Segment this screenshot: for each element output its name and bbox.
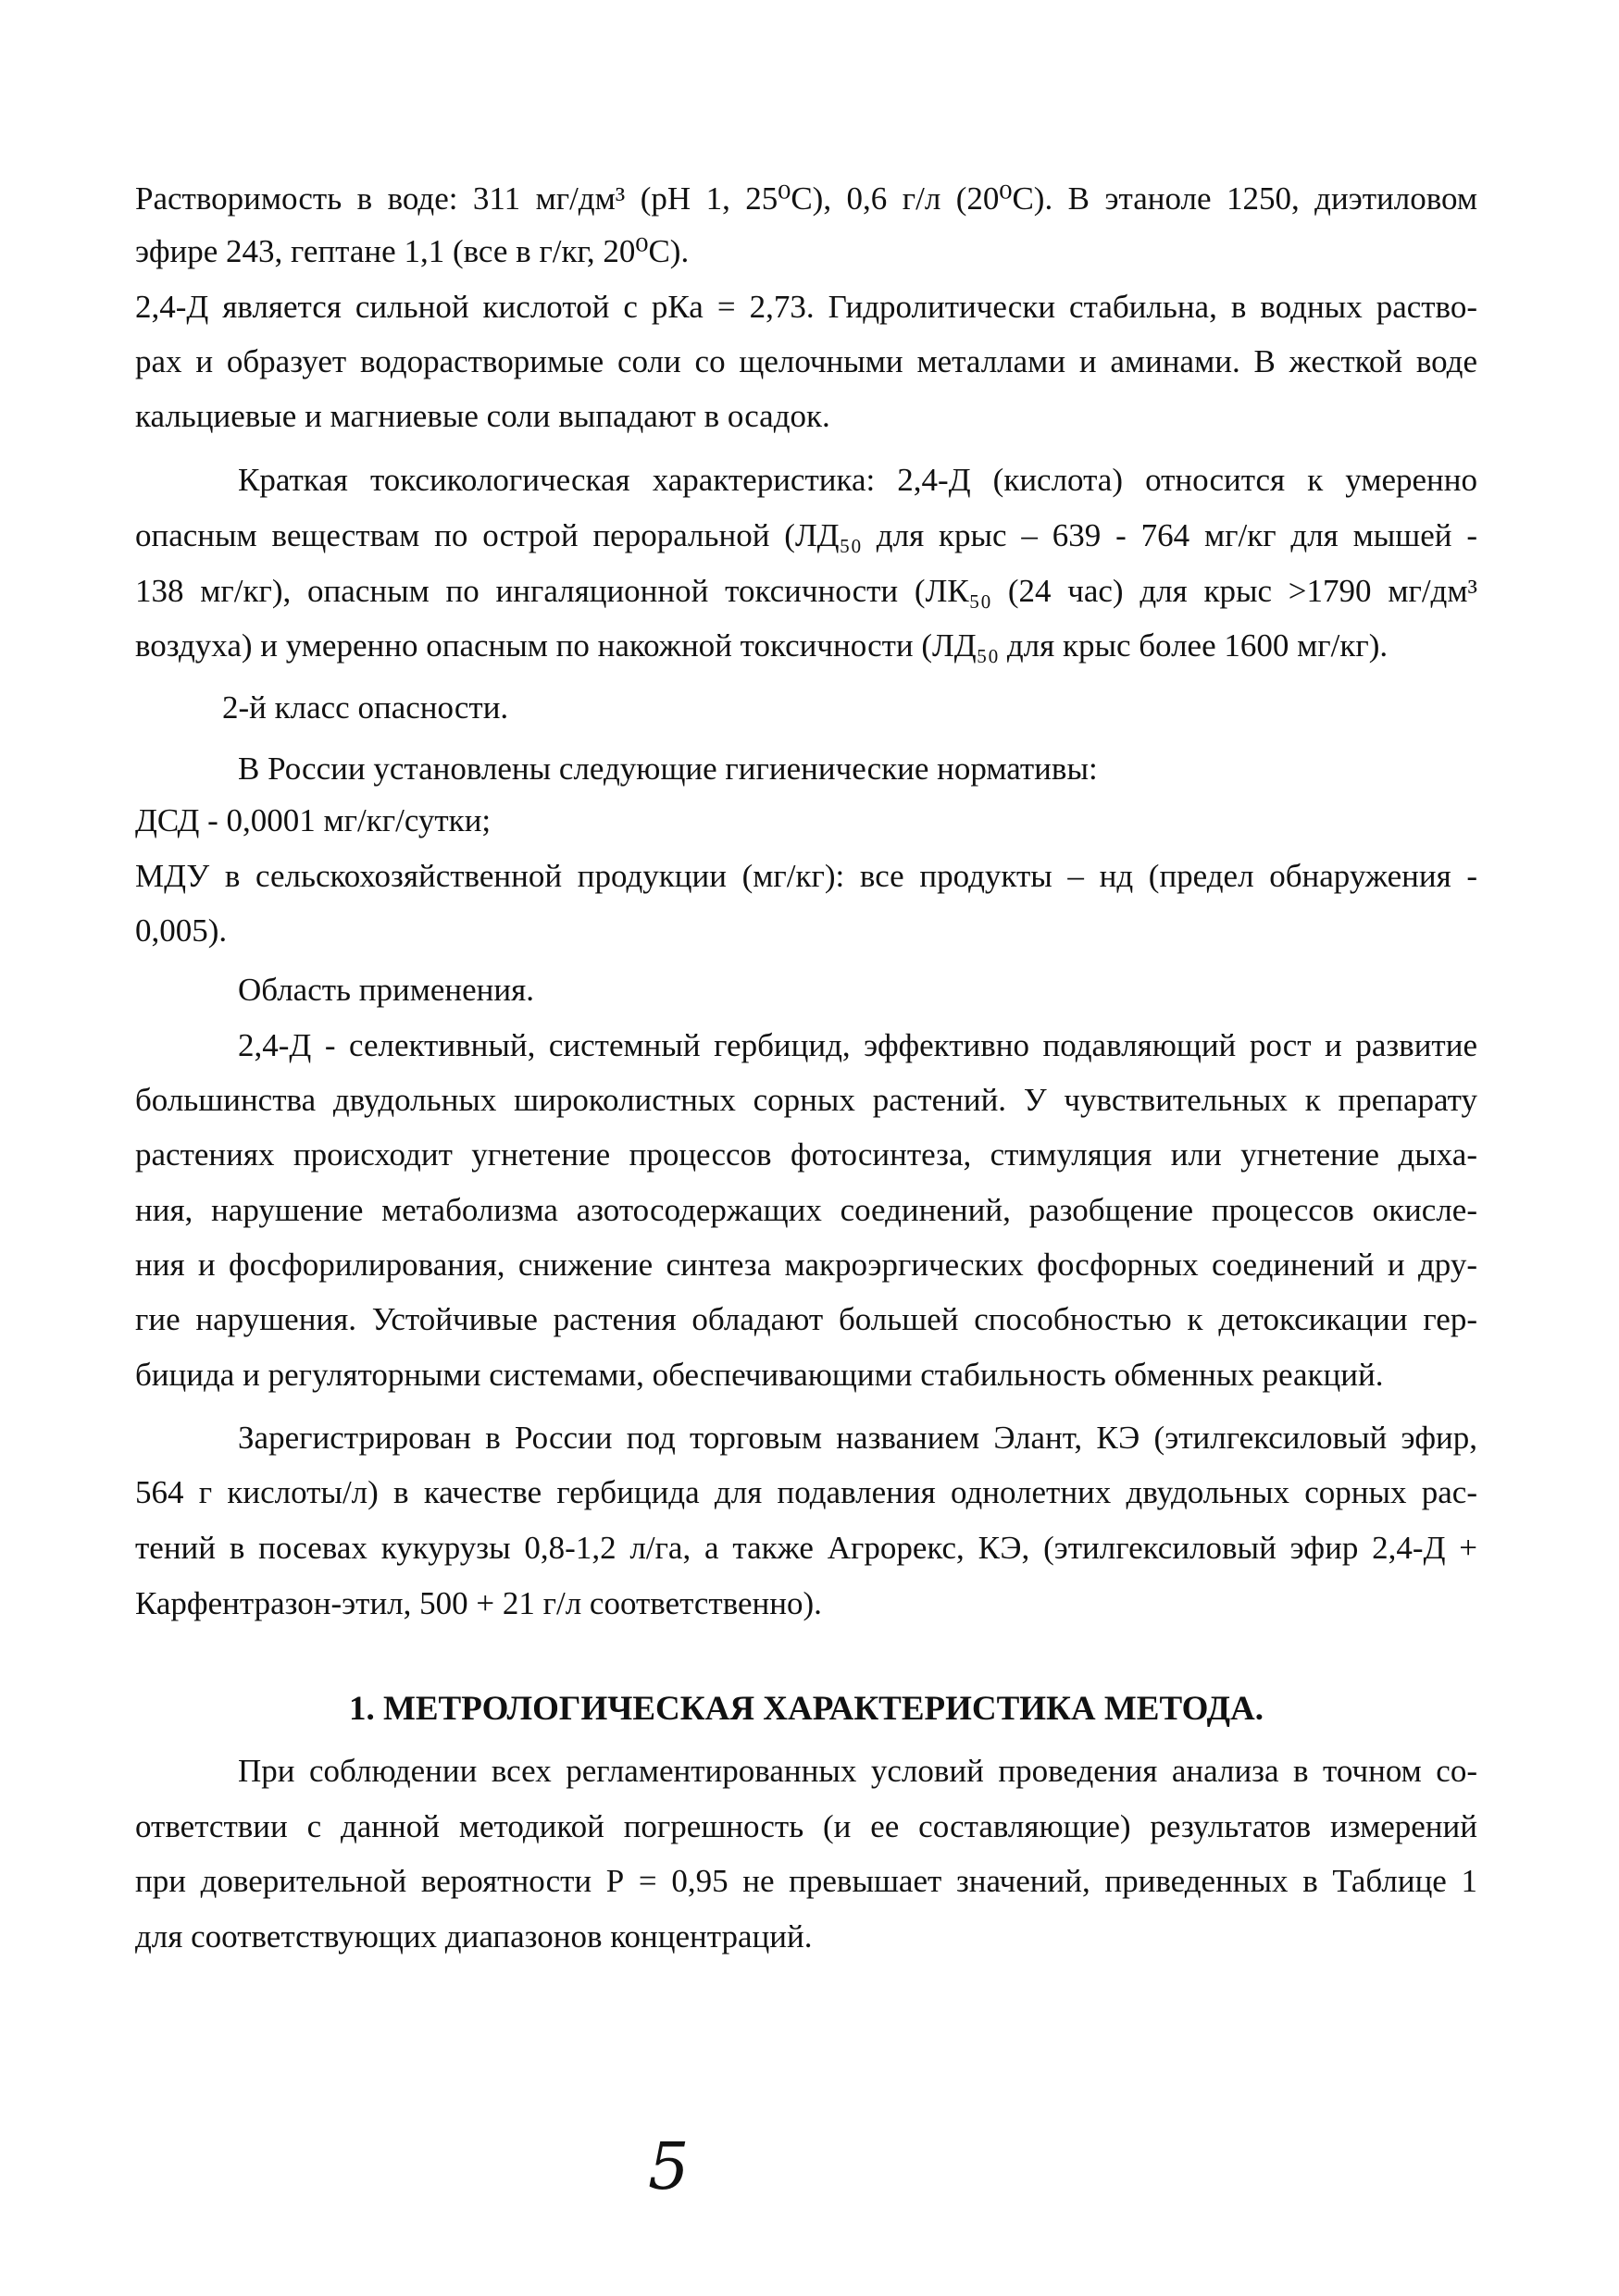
text-line: при доверительной вероятности Р = 0,95 не превышает значений, приведенных в Таблице 1	[135, 1863, 1477, 1899]
page-number: 5	[648, 2128, 690, 2204]
text-line: ния, нарушение метаболизма азотосодержащих соединений, разобщение процессов окисле-	[135, 1192, 1477, 1228]
text-line: ния и фосфорилирования, снижение синтеза макроэргических фосфорных соединений и дру-	[135, 1247, 1477, 1283]
section-heading: 1. МЕТРОЛОГИЧЕСКАЯ ХАРАКТЕРИСТИКА МЕТОДА.	[348, 1690, 1264, 1728]
text-line: опасным веществам по острой пероральной (ЛД₅₀ для крыс – 639 - 764 мг/кг для мышей -	[135, 517, 1477, 553]
text-line: Краткая токсикологическая характеристика: 2,4-Д (кислота) относится к умеренно	[238, 462, 1477, 498]
text-line: 138 мг/кг), опасным по ингаляционной токсичности (ЛК₅₀ (24 час) для крыс >1790 мг/дм³	[135, 573, 1477, 609]
text-line: При соблюдении всех регламентированных условий проведения анализа в точном со-	[238, 1753, 1477, 1789]
text-line: эфире 243, гептане 1,1 (все в г/кг, 20⁰С).	[135, 233, 690, 269]
text-line: Карфентразон-этил, 500 + 21 г/л соответственно).	[135, 1585, 822, 1621]
text-line: для соответствующих диапазонов концентраций.	[135, 1918, 813, 1955]
text-line: бицида и регуляторными системами, обеспечивающими стабильность обменных реакций.	[135, 1357, 1384, 1393]
text-line: Зарегистрирован в России под торговым названием Элант, КЭ (этилгексиловый эфир,	[238, 1420, 1477, 1456]
text-line: ответствии с данной методикой погрешность (и ее составляющие) результатов измерений	[135, 1808, 1477, 1844]
text-line: 0,005).	[135, 912, 228, 949]
text-line: воздуха) и умеренно опасным по накожной токсичности (ЛД₅₀ для крыс более 1600 мг/кг).	[135, 627, 1389, 664]
text-line: 2,4-Д является сильной кислотой с рКа = 2,73. Гидролитически стабильна, в водных раство-	[135, 289, 1477, 325]
text-line: растениях происходит угнетение процессов фотосинтеза, стимуляция или угнетение дыха-	[135, 1136, 1477, 1173]
text-line: гие нарушения. Устойчивые растения обладают большей способностью к детоксикации гер-	[135, 1301, 1477, 1337]
text-line: В России установлены следующие гигиенические нормативы:	[238, 751, 1098, 787]
text-line: ДСД - 0,0001 мг/кг/сутки;	[135, 802, 492, 838]
text-line: большинства двудольных широколистных сорных растений. У чувствительных к препарату	[135, 1082, 1477, 1118]
text-line: тений в посевах кукурузы 0,8-1,2 л/га, а также Агрорекс, КЭ, (этилгексиловый эфир 2,4-Д +	[135, 1530, 1477, 1566]
text-line: 564 г кислоты/л) в качестве гербицида для подавления однолетних двудольных сорных рас-	[135, 1474, 1477, 1510]
text-line: МДУ в сельскохозяйственной продукции (мг/кг): все продукты – нд (предел обнаружения -	[135, 858, 1477, 894]
text-line: рах и образует водорастворимые соли со щелочными металлами и аминами. В жесткой воде	[135, 343, 1477, 379]
text-line: 2-й класс опасности.	[222, 689, 509, 726]
text-line: Растворимость в воде: 311 мг/дм³ (рН 1, 25⁰С), 0,6 г/л (20⁰С). В этаноле 1250, диэтиловом	[135, 180, 1477, 217]
text-line: Область применения.	[238, 972, 534, 1008]
text-line: кальциевые и магниевые соли выпадают в осадок.	[135, 398, 830, 434]
text-line: 2,4-Д - селективный, системный гербицид, эффективно подавляющий рост и развитие	[238, 1027, 1477, 1063]
